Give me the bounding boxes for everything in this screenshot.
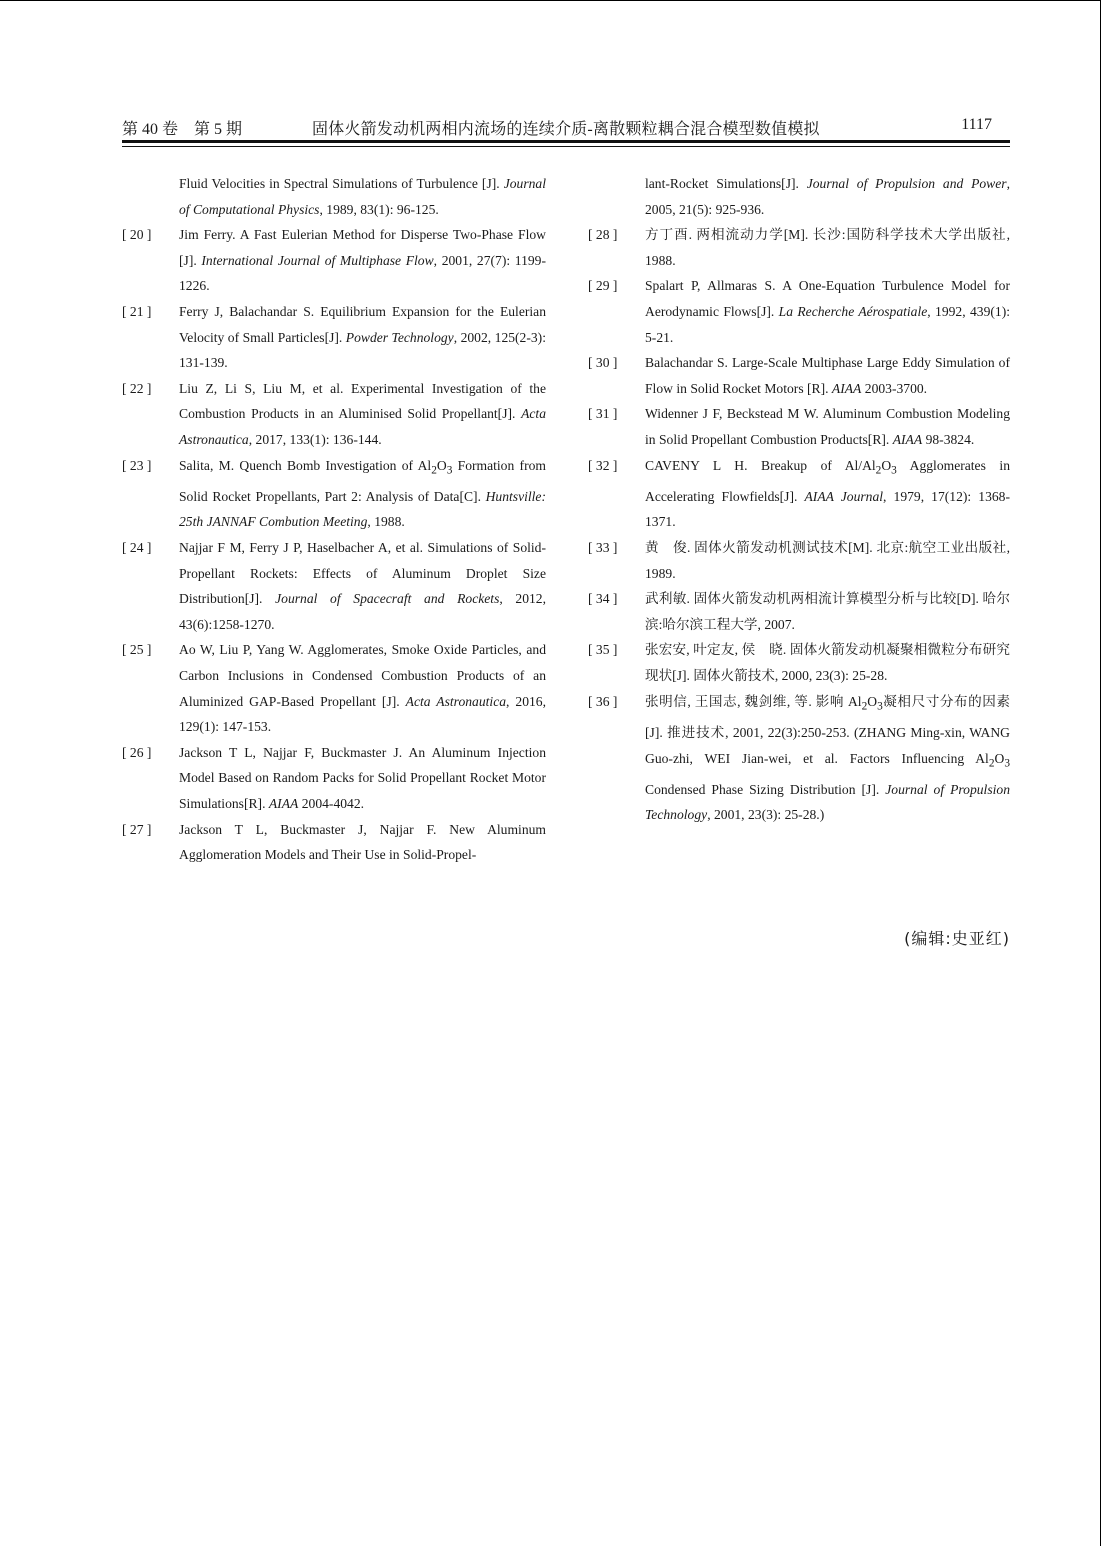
reference-item [122,171,546,222]
reference-text: Jim Ferry. A Fast Eulerian Method for Disperse Two-Phase Flow [J]. International Journal of Multiphase Flow, 2001, 27(7): 1199-1226. [179,227,546,294]
reference-number: [ 29 ] [588,278,618,294]
reference-text: 黄 俊. 固体火箭发动机测试技术[M]. 北京:航空工业出版社, 1989. [645,540,1010,581]
reference-text: Liu Z, Li S, Liu M, et al. Experimental Investigation of the Combustion Products in an Aluminised Solid Propellant[J]. Acta Astronautica, 2017, 133(1): 136-144. [179,380,546,447]
reference-number: [ 20 ] [122,227,152,243]
reference-item [122,817,546,868]
reference-text: 张明信, 王国志, 魏剑维, 等. 影响 $Al_2O_3$凝相尺寸分布的因素[J]. 推进技术, 2001, 22(3):250-253. (ZHANG Ming-xin, WANG Guo-zhi, WEI Jian-wei, et al. Factors Influencing $Al_2O_3$ Condensed Phase Sizing Distribution [J]. Journal of Propulsion Technology, 2001, 23(3): 25-28.) [645,693,1010,823]
reference-text: Ferry J, Balachandar S. Equilibrium Expansion for the Eulerian Velocity of Small Particles[J]. Powder Technology, 2002, 125(2-3): 131-139. [179,303,546,371]
header-rule-thick [122,140,1010,143]
reference-text: Jackson T L, Buckmaster J, Najjar F. New Aluminum Agglomeration Models and Their Use in Solid-Propel- [179,821,546,863]
running-header [122,116,1010,138]
reference-item [588,222,1010,273]
reference-number: [ 26 ] [122,744,152,760]
reference-text: Widenner J F, Beckstead M W. Aluminum Combustion Modeling in Solid Propellant Combustion Products[R]. AIAA 98-3824. [645,406,1010,447]
reference-column-right [588,171,1010,828]
reference-item [588,171,1010,222]
reference-item [122,740,546,817]
volume-issue: 第 40 卷 第 5 期 [122,121,243,138]
reference-number: [ 33 ] [588,540,618,556]
reference-text: Najjar F M, Ferry J P, Haselbacher A, et al. Simulations of Solid-Propellant Rockets: Effects of Aluminum Droplet Size Distribution[J]. Journal of Spacecraft and Rockets, 2012, 43(6):1258-1270. [179,540,546,632]
reference-text: 张宏安, 叶定友, 侯 晓. 固体火箭发动机凝聚相微粒分布研究现状[J]. 固体火箭技术, 2000, 23(3): 25-28. [645,642,1010,683]
reference-item [122,299,546,376]
reference-item [122,376,546,453]
reference-text: Balachandar S. Large-Scale Multiphase Large Eddy Simulation of Flow in Solid Rocket Motors [R]. AIAA 2003-3700. [645,355,1010,396]
reference-text: Salita, M. Quench Bomb Investigation of $Al_2O_3$ Formation from Solid Rocket Propellants, Part 2: Analysis of Data[C]. Huntsville: 25th JANNAF Combution Meeting, 1988. [179,457,546,530]
reference-column-left [122,171,546,868]
reference-item [588,535,1010,586]
reference-item [122,222,546,299]
reference-text: 方丁酉. 两相流动力学[M]. 长沙:国防科学技术大学出版社, 1988. [645,227,1010,268]
editor-note: (编辑:史亚红) [904,929,1010,948]
page-number: 1117 [961,116,992,133]
reference-number: [ 34 ] [588,591,618,607]
reference-text: 武利敏. 固体火箭发动机两相流计算模型分析与比较[D]. 哈尔滨:哈尔滨工程大学, 2007. [645,591,1010,632]
reference-number: [ 22 ] [122,380,152,396]
reference-text: CAVENY L H. Breakup of $Al/Al_2O_3$ Agglomerates in Accelerating Flowfields[J]. AIAA Journal, 1979, 17(12): 1368-1371. [645,457,1010,530]
reference-number: [ 24 ] [122,540,152,556]
reference-text: Jackson T L, Najjar F, Buckmaster J. An Aluminum Injection Model Based on Random Packs for Solid Propellant Rocket Motor Simulations[R]. AIAA 2004-4042. [179,744,546,811]
reference-text: lant-Rocket Simulations[J]. Journal of Propulsion and Power, 2005, 21(5): 925-936. [645,176,1010,217]
reference-item [588,586,1010,637]
reference-number: [ 27 ] [122,821,152,837]
reference-text: Spalart P, Allmaras S. A One-Equation Turbulence Model for Aerodynamic Flows[J]. La Recherche Aérospatiale, 1992, 439(1): 5-21. [645,278,1010,345]
reference-text: Ao W, Liu P, Yang W. Agglomerates, Smoke Oxide Particles, and Carbon Inclusions in Condensed Combustion Products of an Aluminized GAP-Based Propellant [J]. Acta Astronautica, 2016, 129(1): 147-153. [179,642,546,735]
reference-item [588,453,1010,536]
reference-number: [ 28 ] [588,227,618,243]
reference-number: [ 36 ] [588,693,618,709]
reference-number: [ 35 ] [588,642,618,658]
running-title: 固体火箭发动机两相内流场的连续介质-离散颗粒耦合混合模型数值模拟 [312,121,820,138]
reference-item [588,637,1010,688]
header-rule-thin [122,146,1010,147]
reference-number: [ 32 ] [588,457,618,473]
reference-item [588,401,1010,452]
reference-item [122,535,546,637]
reference-item [122,637,546,739]
reference-text: Fluid Velocities in Spectral Simulations of Turbulence [J]. Journal of Computational Physics, 1989, 83(1): 96-125. [179,176,546,217]
reference-item [122,453,546,536]
reference-number: [ 23 ] [122,457,152,473]
reference-number: [ 21 ] [122,303,152,319]
reference-number: [ 31 ] [588,406,618,422]
reference-number: [ 25 ] [122,642,152,658]
reference-item [588,350,1010,401]
reference-item [588,273,1010,350]
reference-number: [ 30 ] [588,355,618,371]
reference-item [588,689,1010,828]
